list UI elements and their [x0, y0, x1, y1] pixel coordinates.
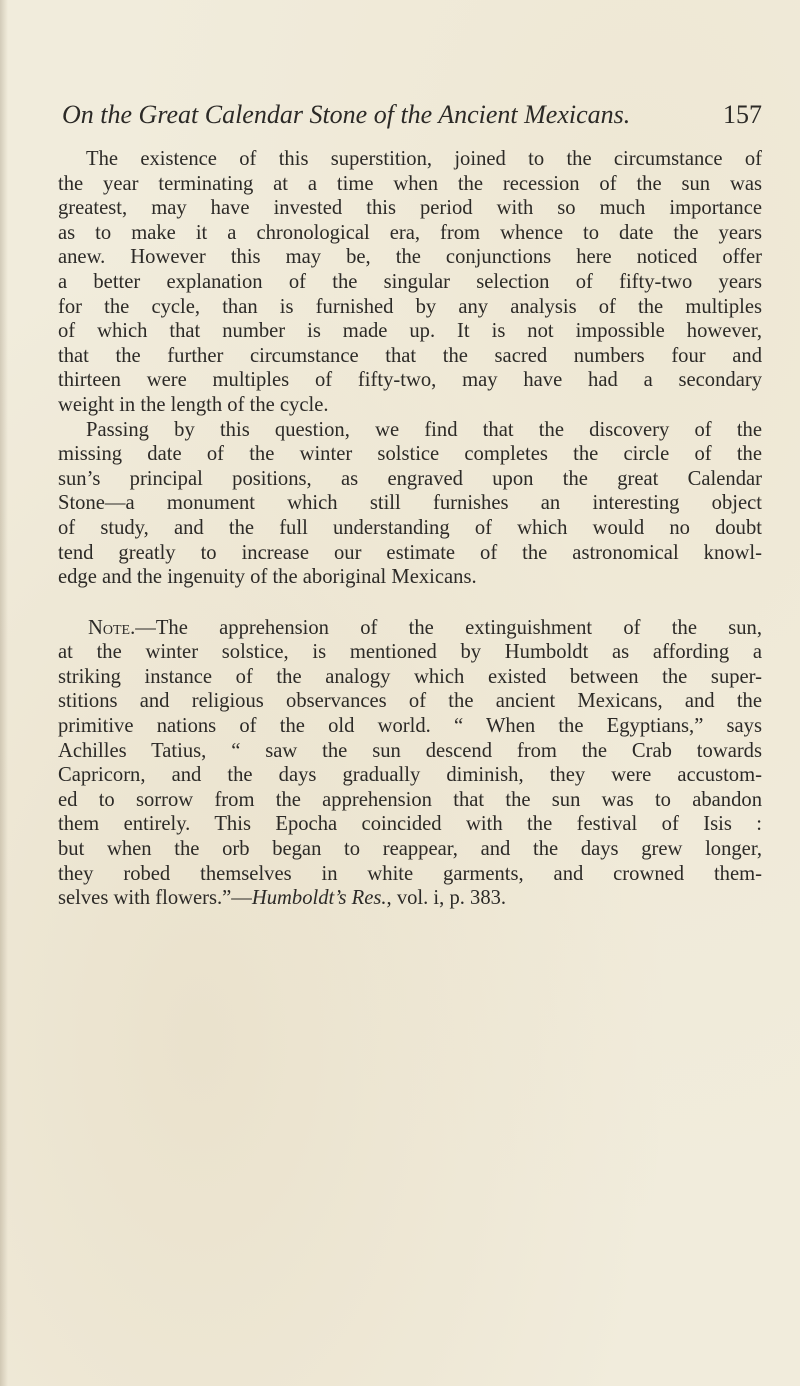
- note-last-line: [58, 886, 762, 911]
- text-line: at the winter solstice, is mentioned by Humboldt as affording a: [58, 641, 762, 664]
- text-line: a better explanation of the singular selection of fifty-two years: [58, 270, 762, 293]
- text-line: missing date of the winter solstice completes the circle of the: [58, 443, 762, 466]
- text-line: but when the orb began to reappear, and the days grew longer,: [58, 838, 762, 861]
- text-line: of study, and the full understanding of which would no doubt: [58, 516, 762, 539]
- text-line: the year terminating at a time when the recession of the sun was: [58, 172, 762, 195]
- note-first-line-text: —The apprehension of the extinguishment of the sun,: [135, 616, 762, 639]
- body-text: [58, 147, 762, 911]
- text-line: for the cycle, than is furnished by any analysis of the multiples: [58, 295, 762, 318]
- text-line: thirteen were multiples of fifty-two, may have had a secondary: [58, 369, 762, 392]
- text-line: striking instance of the analogy which existed between the super-: [58, 665, 762, 688]
- text-line: Achilles Tatius, “ saw the sun descend from the Crab towards: [58, 739, 762, 762]
- text-line: Stone—a monument which still furnishes an interesting object: [58, 492, 762, 515]
- text-line: Passing by this question, we find that the discovery of the: [86, 418, 762, 441]
- text-line: of which that number is made up. It is not impossible however,: [58, 320, 762, 343]
- section-gap: [58, 590, 762, 616]
- text-line: that the further circumstance that the sacred numbers four and: [58, 344, 762, 367]
- running-head-title: On the Great Calendar Stone of the Ancient Mexicans.: [62, 100, 631, 129]
- citation-title: Humboldt’s Res.: [251, 887, 387, 910]
- text-line: The existence of this superstition, joined to the circumstance of: [86, 148, 762, 170]
- paragraph: [58, 147, 762, 418]
- text-line: greatest, may have invested this period with so much importance: [58, 197, 762, 220]
- running-head: [62, 95, 762, 135]
- text-line: as to make it a chronological era, from whence to date the years: [58, 221, 762, 244]
- text-line: them entirely. This Epocha coincided with the festival of Isis :: [58, 813, 762, 836]
- page-edge-shadow: [0, 0, 8, 1386]
- text-line: they robed themselves in white garments, and crowned them-: [58, 862, 762, 885]
- text-line: tend greatly to increase our estimate of the astronomical knowl-: [58, 541, 762, 564]
- page-number: 157: [723, 100, 762, 129]
- note-label: Note.: [88, 616, 136, 639]
- text-line: edge and the ingenuity of the aboriginal Mexicans.: [58, 566, 477, 589]
- text-line: stitions and religious observances of the ancient Mexicans, and the: [58, 690, 762, 713]
- text-line: primitive nations of the old world. “ When the Egyptians,” says: [58, 715, 762, 738]
- note-last-line-text: selves with flowers.”—: [58, 887, 252, 910]
- text-line: sun’s principal positions, as engraved upon the great Calendar: [58, 467, 762, 490]
- paragraph: [58, 418, 762, 590]
- citation-details: , vol. i, p. 383.: [386, 887, 507, 910]
- footnote: [58, 616, 762, 911]
- text-line: anew. However this may be, the conjunctions here noticed offer: [58, 246, 762, 269]
- text-line: Capricorn, and the days gradually diminish, they were accustom-: [58, 764, 762, 787]
- text-line: ed to sorrow from the apprehension that the sun was to abandon: [58, 788, 762, 811]
- text-line: weight in the length of the cycle.: [58, 393, 329, 416]
- note-first-line: [58, 616, 762, 641]
